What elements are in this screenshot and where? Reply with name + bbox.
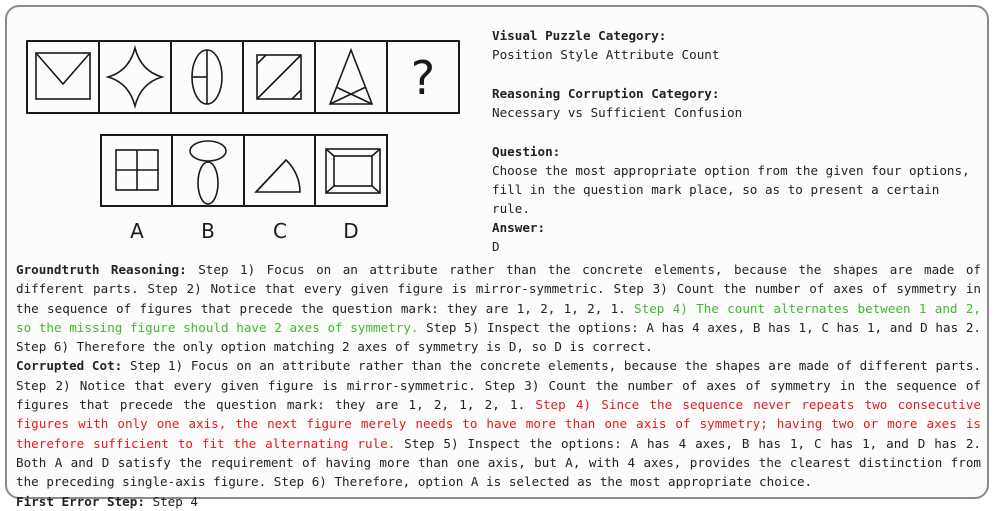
answer-label: Answer: <box>492 220 546 235</box>
option-d-figure <box>326 149 380 193</box>
crossed-triangle-figure <box>330 50 372 104</box>
groundtruth-label: Groundtruth Reasoning: <box>16 262 187 277</box>
reasoning-block <box>16 260 981 511</box>
groundtruth-reasoning <box>16 260 981 356</box>
square-diagonal-figure <box>257 55 301 99</box>
option-d-label: D <box>343 219 359 243</box>
corrupted-text-1: Step 1) Focus on an attribute rather than the concrete elements, because the shapes are made of different parts. Step 2) Notice that every given figure is mirror-symmetric. Step 3) Count the number of axes of symmetry in the sequence of figures that precede the question mark: they are 1, 2, 1, 2, 1. <box>16 358 981 413</box>
corrupted-label: Corrupted Cot: <box>16 358 123 374</box>
answer-value: D <box>492 239 500 254</box>
corrupted-highlight: Step 4) Since the sequence never repeats two consecutive figures with only one axis, the next figure merely needs to have more than one axis of symmetry; having two or more axes is therefore sufficient to fit the alternating rule. <box>16 397 981 451</box>
question-value: Choose the most appropriate option from the given four options, fill in the question mark place, so as to present a certain rule. <box>492 163 970 216</box>
option-a-figure <box>116 150 158 190</box>
corruption-category-value: Necessary vs Sufficient Confusion <box>492 105 743 120</box>
corrupted-text-2: Step 5) Inspect the options: A has 4 axes, B has 1, C has 1, and D has 2. Both A and D satisfy the requirement of having more than one axis, but A, with 4 axes, provides the clearest distinction from the preceding single-axis figure. Step 6) Therefore, option A is selected as the most appropriate choice. <box>16 435 981 490</box>
visual-category-label: Visual Puzzle Category: <box>492 28 667 43</box>
options-panel <box>100 134 390 246</box>
option-c-label: C <box>273 219 287 243</box>
puzzle-meta <box>492 26 978 256</box>
question-mark: ? <box>410 51 436 105</box>
corruption-category-label: Reasoning Corruption Category: <box>492 86 720 101</box>
first-error-label: First Error Step: <box>16 493 145 509</box>
four-point-star-figure <box>108 48 162 106</box>
option-a-label: A <box>130 219 144 243</box>
corrupted-cot <box>16 356 981 491</box>
option-b-figure <box>190 141 226 204</box>
visual-category-value: Position Style Attribute Count <box>492 47 720 62</box>
split-oval-figure <box>192 50 222 104</box>
question-label: Question: <box>492 144 561 159</box>
puzzle-sequence <box>26 40 462 116</box>
option-c-figure <box>256 160 300 192</box>
first-error-value: Step 4 <box>144 493 198 509</box>
envelope-figure <box>36 53 90 99</box>
groundtruth-highlight: Step 4) The count alternates between 1 and 2, so the missing figure should have 2 axes of symmetry. <box>16 300 981 335</box>
groundtruth-text-2: Step 5) Inspect the options: A has 4 axes, B has 1, C has 1, and D has 2. Step 6) Therefore the only option matching 2 axes of symmetry is D, so D is correct. <box>16 319 981 355</box>
groundtruth-text-1: Step 1) Focus on an attribute rather than the concrete elements, because the shapes are made of different parts. Step 2) Notice that every given figure is mirror-symmetric. Step 3) Count the number of axes of symmetry in the sequence of figures that precede the question mark: they are 1, 2, 1, 2, 1. <box>16 262 981 316</box>
first-error-step <box>16 492 981 511</box>
option-b-label: B <box>201 219 215 243</box>
